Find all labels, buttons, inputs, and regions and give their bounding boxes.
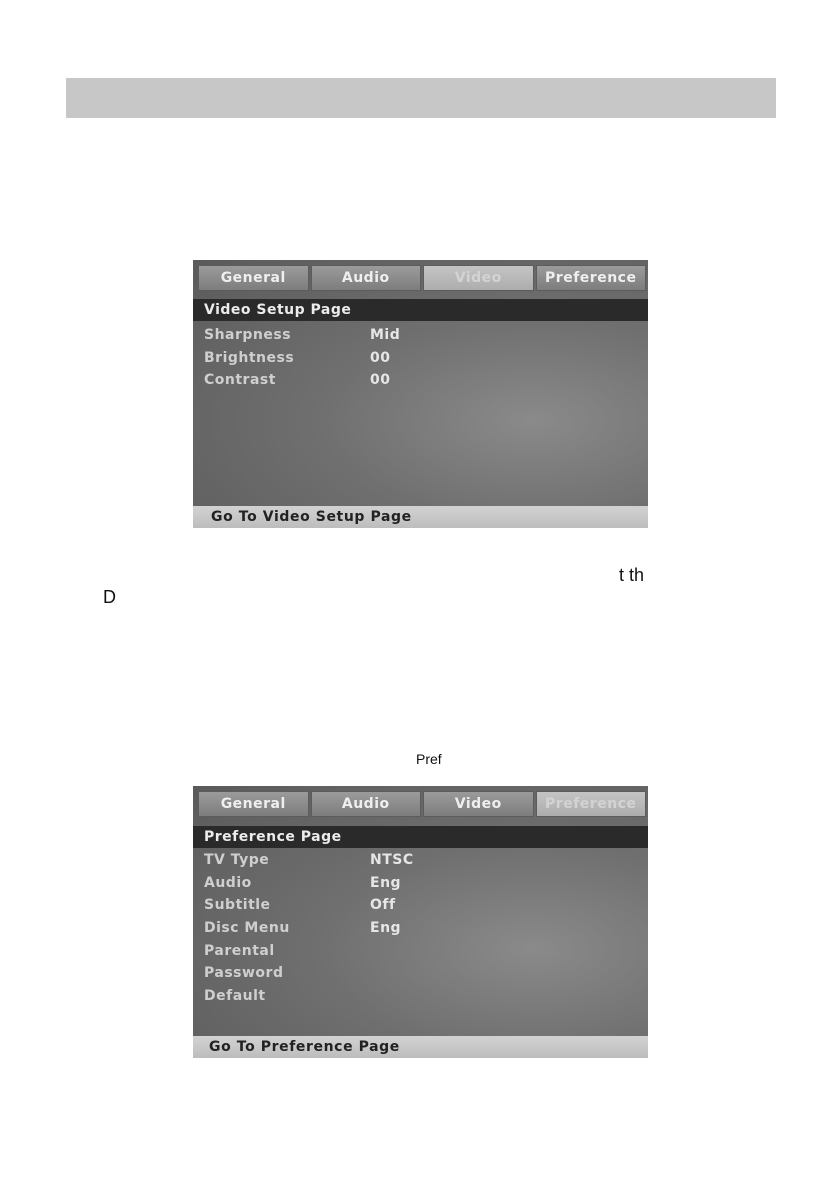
page-title: Video Setup Page bbox=[193, 299, 648, 321]
setting-label: Parental bbox=[204, 942, 275, 959]
setting-value: NTSC bbox=[370, 852, 414, 869]
setting-value: 00 bbox=[370, 349, 391, 366]
setting-row-disc-menu[interactable] bbox=[193, 917, 648, 940]
setting-row-sharpness[interactable] bbox=[193, 324, 648, 347]
setting-row-password[interactable] bbox=[193, 962, 648, 985]
setting-label: Default bbox=[204, 987, 266, 1004]
tab-general[interactable]: General bbox=[198, 265, 309, 291]
setting-value: Mid bbox=[370, 327, 401, 344]
setting-label: Brightness bbox=[204, 349, 295, 366]
settings-list bbox=[193, 324, 648, 392]
setting-row-parental[interactable] bbox=[193, 939, 648, 962]
setting-row-default[interactable] bbox=[193, 985, 648, 1008]
status-bar: Go To Video Setup Page bbox=[193, 506, 648, 528]
setting-value: Eng bbox=[370, 874, 402, 891]
setting-row-brightness[interactable] bbox=[193, 347, 648, 370]
page-title: Preference Page bbox=[193, 826, 648, 848]
text-fragment: Pref bbox=[416, 751, 442, 767]
setting-row-contrast[interactable] bbox=[193, 369, 648, 392]
tab-audio[interactable]: Audio bbox=[311, 791, 422, 817]
menu-tabs bbox=[193, 791, 648, 817]
setting-value: Eng bbox=[370, 920, 402, 937]
setting-value: 00 bbox=[370, 372, 391, 389]
tab-audio[interactable]: Audio bbox=[311, 265, 422, 291]
setting-label: Sharpness bbox=[204, 327, 292, 344]
header-bar bbox=[66, 78, 776, 118]
setting-row-audio[interactable] bbox=[193, 872, 648, 895]
setting-label: Contrast bbox=[204, 372, 276, 389]
setting-label: TV Type bbox=[204, 852, 270, 869]
setting-row-subtitle[interactable] bbox=[193, 894, 648, 917]
tab-video[interactable]: Video bbox=[423, 791, 534, 817]
setting-row-tv-type[interactable] bbox=[193, 849, 648, 872]
text-fragment: D bbox=[103, 587, 116, 607]
text-fragment: t th bbox=[619, 565, 645, 585]
setting-label: Audio bbox=[204, 874, 252, 891]
tab-video[interactable]: Video bbox=[423, 265, 534, 291]
video-setup-screen bbox=[193, 260, 648, 528]
setting-label: Disc Menu bbox=[204, 920, 290, 937]
tab-general[interactable]: General bbox=[198, 791, 309, 817]
tab-preference[interactable]: Preference bbox=[536, 265, 647, 291]
menu-tabs bbox=[193, 265, 648, 291]
setting-label: Subtitle bbox=[204, 897, 271, 914]
setting-value: Off bbox=[370, 897, 396, 914]
tab-preference[interactable]: Preference bbox=[536, 791, 647, 817]
status-bar: Go To Preference Page bbox=[193, 1036, 648, 1058]
preference-screen bbox=[193, 786, 648, 1058]
setting-label: Password bbox=[204, 965, 284, 982]
settings-list bbox=[193, 849, 648, 1007]
